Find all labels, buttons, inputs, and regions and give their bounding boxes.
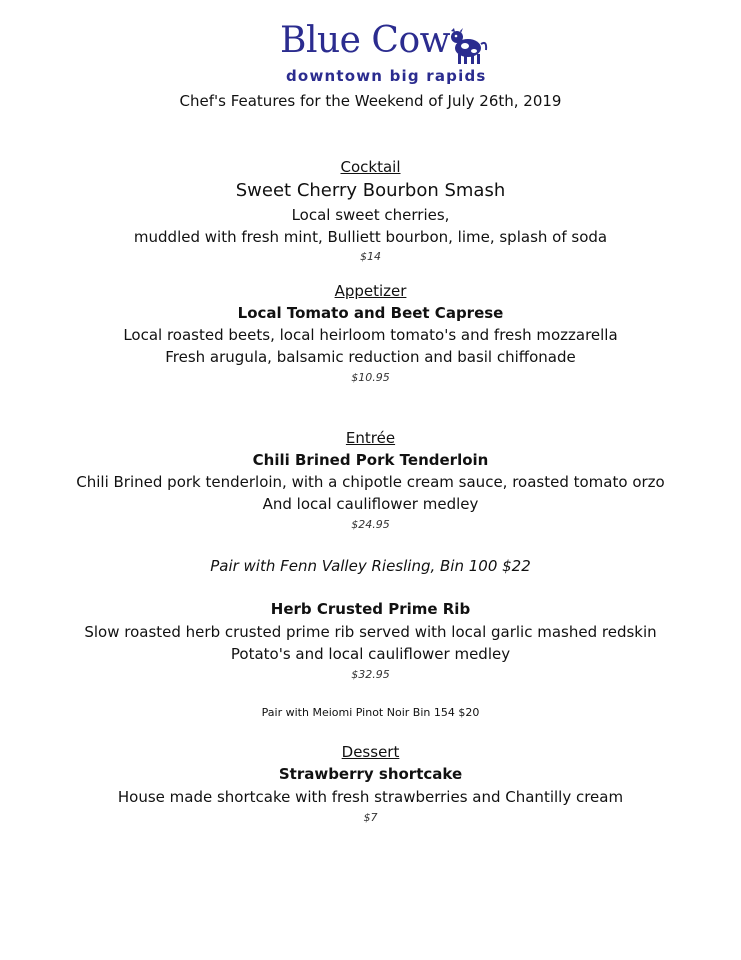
- entree-1-price: $24.95: [351, 518, 390, 531]
- entree-2-description-line-1: Slow roasted herb crusted prime rib served with local garlic mashed redskin: [84, 623, 657, 641]
- logo-tagline: downtown big rapids: [286, 67, 487, 85]
- section-heading-entree: Entrée: [345, 429, 396, 447]
- cocktail-name: Sweet Cherry Bourbon Smash: [235, 180, 506, 201]
- cocktail-price: $14: [360, 250, 381, 263]
- logo-name: Blue Cow: [280, 20, 450, 61]
- appetizer-price: $10.95: [351, 371, 390, 384]
- entree-1-description-line-1: Chili Brined pork tenderloin, with a chipotle cream sauce, roasted tomato orzo: [76, 473, 665, 491]
- cow-icon: [448, 28, 488, 66]
- appetizer-description-line-1: Local roasted beets, local heirloom tomato's and fresh mozzarella: [123, 326, 618, 344]
- section-heading-dessert: Dessert: [341, 743, 400, 761]
- entree-1-name: Chili Brined Pork Tenderloin: [252, 451, 489, 469]
- blue-cow-logo: [276, 20, 490, 90]
- entree-2-name: Herb Crusted Prime Rib: [270, 600, 471, 618]
- appetizer-name: Local Tomato and Beet Caprese: [237, 304, 504, 322]
- section-heading-appetizer: Appetizer: [334, 282, 407, 300]
- entree-2-wine-pairing: Pair with Meiomi Pinot Noir Bin 154 $20: [261, 706, 480, 719]
- dessert-description-line-1: House made shortcake with fresh strawberries and Chantilly cream: [117, 788, 624, 806]
- entree-2-description-line-2: Potato's and local cauliflower medley: [230, 645, 511, 663]
- dessert-price: $7: [363, 811, 378, 824]
- entree-1-description-line-2: And local cauliflower medley: [262, 495, 479, 513]
- section-heading-cocktail: Cocktail: [340, 158, 401, 176]
- cocktail-description-line-1: Local sweet cherries,: [291, 206, 450, 224]
- appetizer-description-line-2: Fresh arugula, balsamic reduction and basil chiffonade: [165, 348, 576, 366]
- dessert-name: Strawberry shortcake: [278, 765, 463, 783]
- entree-1-wine-pairing: Pair with Fenn Valley Riesling, Bin 100 $22: [210, 557, 531, 575]
- entree-2-price: $32.95: [351, 668, 390, 681]
- page-title: Chef's Features for the Weekend of July 26th, 2019: [179, 92, 562, 110]
- cocktail-description-line-2: muddled with fresh mint, Bulliett bourbon, lime, splash of soda: [133, 228, 608, 246]
